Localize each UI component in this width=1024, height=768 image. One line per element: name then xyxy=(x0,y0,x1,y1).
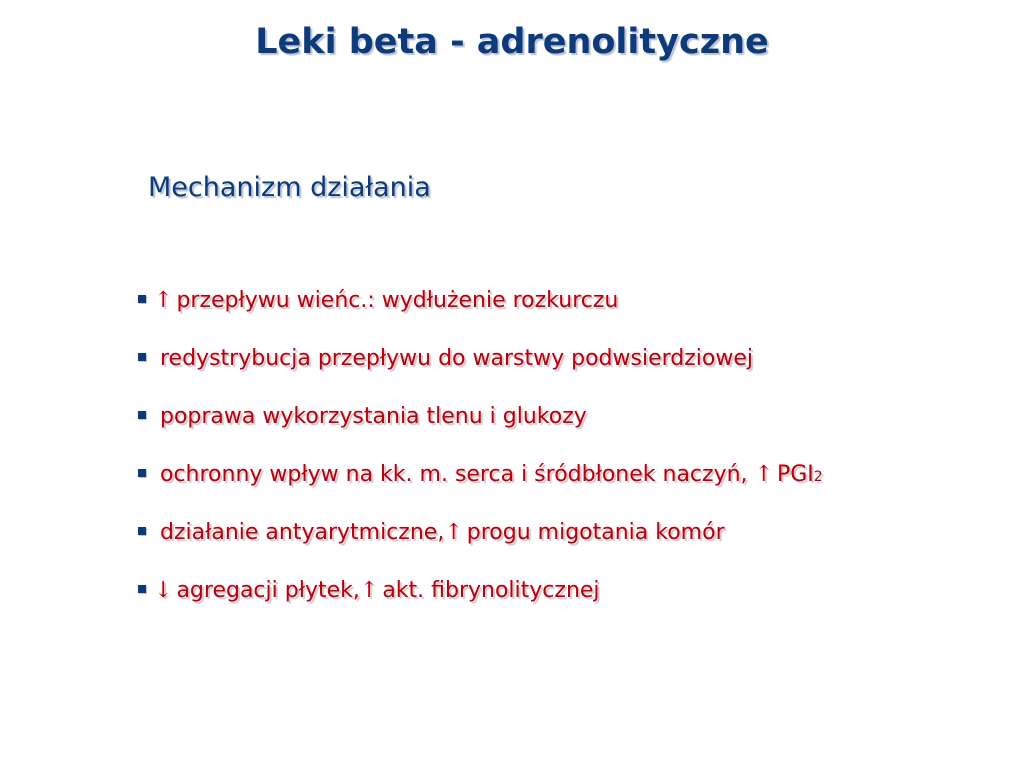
subscript-text: 2 xyxy=(813,469,823,485)
bullet-square-icon xyxy=(138,295,146,303)
bullet-square-icon xyxy=(138,469,146,477)
bullet-text: ochronny wpływ na kk. m. serca i śródbłonek naczyń, xyxy=(160,462,755,487)
bullet-square-icon xyxy=(138,585,146,593)
bullet-item-2 xyxy=(138,346,823,404)
bullet-item-1 xyxy=(138,288,823,346)
up-arrow-icon: ↑ xyxy=(154,288,173,313)
bullet-item-4 xyxy=(138,462,823,520)
bullet-tail-text: akt. fibrynolitycznej xyxy=(382,578,600,603)
bullet-tail-text: PGI xyxy=(776,462,814,487)
bullet-item-6 xyxy=(138,578,823,636)
bullet-text: przepływu wieńc.: wydłużenie rozkurczu xyxy=(176,288,619,313)
bullet-text: redystrybucja przepływu do warstwy podwsierdziowej xyxy=(160,346,753,371)
bullet-square-icon xyxy=(138,353,146,361)
down-arrow-icon: ↓ xyxy=(154,578,173,603)
bullet-item-5 xyxy=(138,520,823,578)
bullet-square-icon xyxy=(138,411,146,419)
slide-title: Leki beta - adrenolityczne xyxy=(255,22,769,62)
bullet-item-3 xyxy=(138,404,823,462)
bullet-text: agregacji płytek, xyxy=(176,578,360,603)
bullet-text: poprawa wykorzystania tlenu i glukozy xyxy=(160,404,587,429)
bullet-tail-text: progu migotania komór xyxy=(466,520,725,545)
slide-subtitle: Mechanizm działania xyxy=(148,172,431,203)
bullet-square-icon xyxy=(138,527,146,535)
bullet-list xyxy=(138,288,823,636)
bullet-text: działanie antyarytmiczne, xyxy=(160,520,445,545)
up-arrow-icon: ↑ xyxy=(754,462,773,487)
up-arrow-icon: ↑ xyxy=(444,520,463,545)
up-arrow-icon: ↑ xyxy=(359,578,379,603)
